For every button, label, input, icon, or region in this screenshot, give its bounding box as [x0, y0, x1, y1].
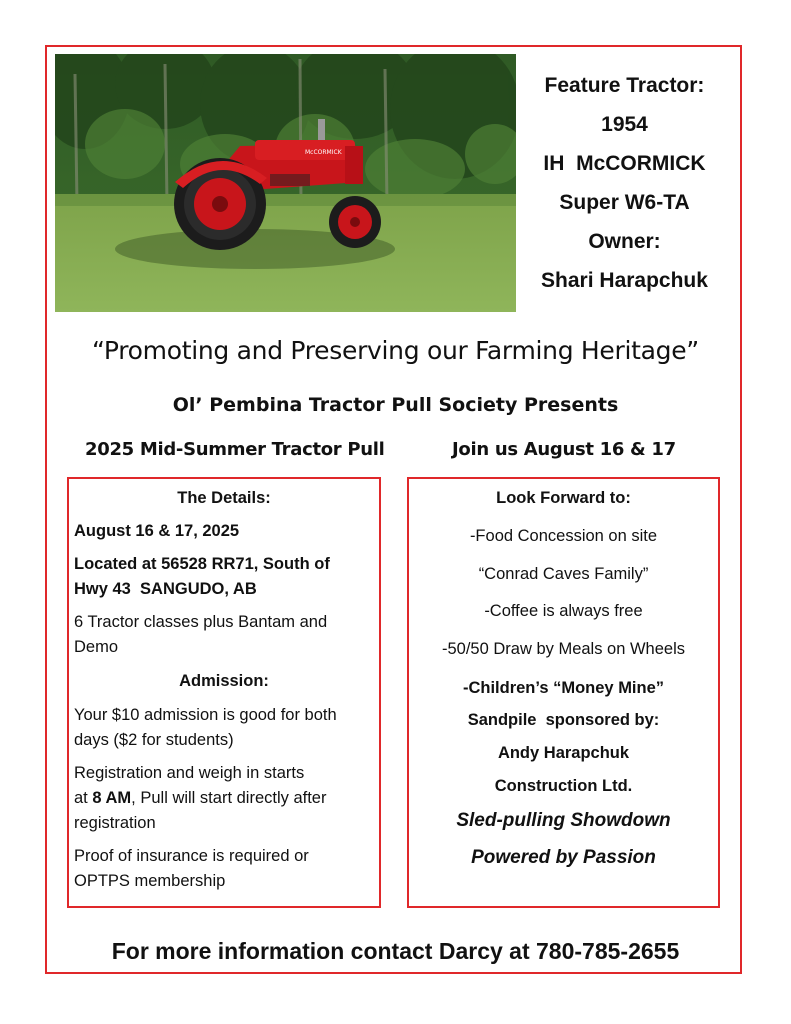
tagline-line1: Sled-pulling Showdown [456, 810, 671, 831]
insurance-line2: OPTPS membership [74, 872, 226, 890]
feature-heading: Feature Tractor: [544, 74, 705, 97]
look-forward-item: -Coffee is always free [484, 602, 643, 620]
hood-badge: McCORMICK [305, 149, 342, 156]
look-forward-item: “Conrad Caves Family” [478, 565, 649, 583]
heritage-quote: “Promoting and Preserving our Farming Heritage” [92, 336, 699, 365]
registration-line2 [74, 786, 374, 811]
details-heading: The Details: [177, 489, 271, 507]
details-location-line1: Located at 56528 RR71, South of [74, 555, 330, 573]
details-location-line2: Hwy 43 SANGUDO, AB [74, 580, 257, 598]
sponsor-name-line2: Construction Ltd. [494, 777, 633, 795]
admission-line2: days ($2 for students) [74, 731, 234, 749]
feature-make: IH McCORMICK [543, 152, 706, 175]
event-name: 2025 Mid-Summer Tractor Pull [85, 439, 385, 460]
registration-at: at [74, 789, 93, 807]
registration-line2-rest: , Pull will start directly after [131, 789, 327, 807]
look-forward-item: -Food Concession on site [469, 527, 658, 545]
tagline-line2: Powered by Passion [471, 847, 656, 868]
join-dates: Join us August 16 & 17 [452, 439, 676, 460]
feature-year: 1954 [601, 113, 648, 136]
look-forward-box [407, 477, 720, 908]
registration-line3: registration [74, 814, 156, 832]
feature-owner-label: Owner: [588, 230, 661, 253]
admission-line1: Your $10 admission is good for both [74, 706, 337, 724]
details-dates: August 16 & 17, 2025 [74, 522, 240, 540]
insurance-line1: Proof of insurance is required or [74, 847, 309, 865]
contact-info: For more information contact Darcy at 780-785-2655 [111, 938, 680, 964]
feature-owner-name: Shari Harapchuk [541, 269, 708, 292]
children-money-mine: -Children’s “Money Mine” [462, 679, 665, 697]
details-box [67, 477, 381, 908]
feature-tractor-block [522, 66, 727, 300]
look-forward-item: -50/50 Draw by Meals on Wheels [441, 640, 686, 658]
details-classes-line1: 6 Tractor classes plus Bantam and [74, 613, 328, 631]
tractor-photo [55, 54, 516, 312]
sponsor-label: Sandpile sponsored by: [467, 711, 660, 729]
look-forward-heading: Look Forward to: [496, 489, 631, 507]
sponsor-name-line1: Andy Harapchuk [497, 744, 630, 762]
society-presents: Ol’ Pembina Tractor Pull Society Presents [172, 394, 619, 416]
admission-heading: Admission: [179, 672, 269, 690]
tractor-illustration [55, 54, 516, 312]
details-classes-line2: Demo [74, 638, 119, 656]
registration-line1: Registration and weigh in starts [74, 764, 305, 782]
registration-time: 8 AM [92, 789, 132, 807]
feature-model: Super W6-TA [559, 191, 690, 214]
